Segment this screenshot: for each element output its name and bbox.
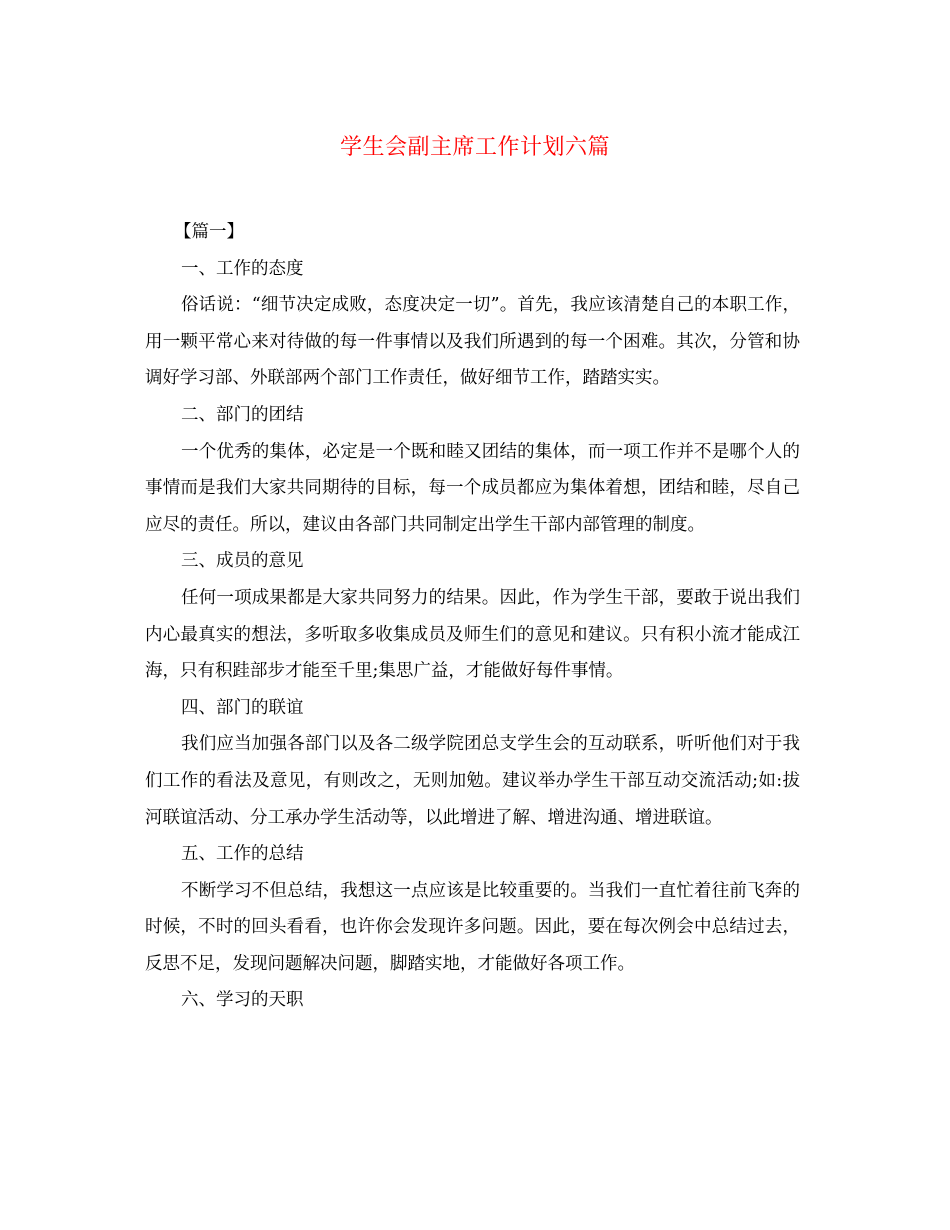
document-body (145, 214, 800, 1019)
heading-work-attitude: 一、工作的态度 (181, 258, 304, 279)
heading-department-liaison: 四、部门的联谊 (181, 697, 304, 718)
section-label: 【篇一】 (174, 222, 244, 242)
heading-learning-duty: 六、学习的天职 (181, 990, 304, 1011)
paragraph-work-attitude: 俗话说：“细节决定成败，态度决定一切”。首先，我应该清楚自己的本职工作，用一颗平常心来对待做的每一件事情以及我们所遇到的每一个困难。其次，分管和协调好学习部、外联部两个部门工作责任，做好细节工作，踏踏实实。 (145, 295, 800, 389)
paragraph-work-summary: 不断学习不但总结，我想这一点应该是比较重要的。当我们一直忙着往前飞奔的时候，不时的回头看看，也许你会发现许多问题。因此，要在每次例会中总结过去，反思不足，发现问题解决问题，脚踏实地，才能做好各项工作。 (145, 880, 800, 974)
paragraph-department-liaison: 我们应当加强各部门以及各二级学院团总支学生会的互动联系，听听他们对于我们工作的看法及意见，有则改之，无则加勉。建议举办学生干部互动交流活动;如:拔河联谊活动、分工承办学生活动等，以此增进了解、增进沟通、增进联谊。 (145, 734, 800, 828)
paragraph-member-opinions: 任何一项成果都是大家共同努力的结果。因此，作为学生干部，要敢于说出我们内心最真实的想法，多听取多收集成员及师生们的意见和建议。只有积小流才能成江海，只有积跬部步才能至千里;集思广益，才能做好每件事情。 (145, 587, 800, 682)
document-title: 学生会副主席工作计划六篇 (339, 135, 610, 160)
heading-work-summary: 五、工作的总结 (181, 844, 304, 865)
heading-department-unity: 二、部门的团结 (181, 404, 304, 425)
paragraph-department-unity: 一个优秀的集体，必定是一个既和睦又团结的集体，而一项工作并不是哪个人的事情而是我们大家共同期待的目标，每一个成员都应为集体着想，团结和睦，尽自己应尽的责任。所以，建议由各部门共同制定出学生干部内部管理的制度。 (145, 441, 800, 535)
heading-member-opinions: 三、成员的意见 (181, 551, 304, 572)
